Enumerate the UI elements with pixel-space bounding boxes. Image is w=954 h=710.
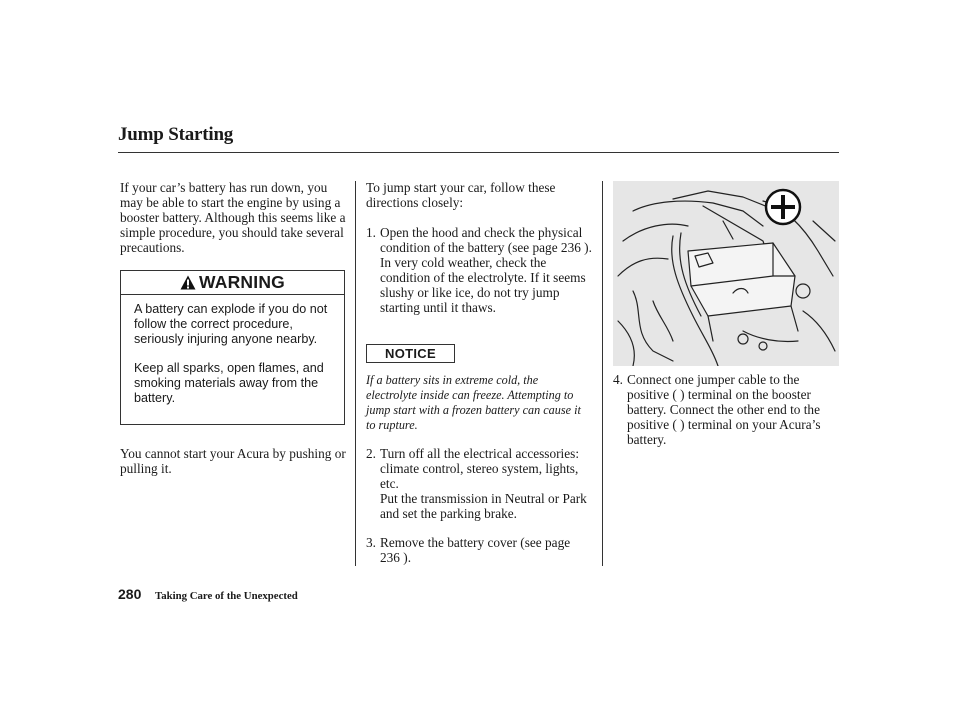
warning-box <box>120 270 345 425</box>
warning-body <box>121 295 344 406</box>
step-3 <box>366 536 592 566</box>
step-4 <box>613 373 839 448</box>
step-number: 4. <box>613 372 623 387</box>
notice-label: NOTICE <box>385 346 436 361</box>
title-rule <box>118 152 839 153</box>
warning-triangle-icon <box>180 275 196 290</box>
push-start-note-text: You cannot start your Acura by pushing or pulling it. <box>120 446 346 476</box>
step-2 <box>366 447 592 522</box>
section-footer: Taking Care of the Unexpected <box>155 590 298 602</box>
step-text: Turn off all the electrical accessories: climate control, stereo system, lights, etc. <box>380 446 580 491</box>
battery-illustration <box>613 181 839 366</box>
warning-paragraph: A battery can explode if you do not follow the correct procedure, seriously injuring anyone nearby. <box>134 302 328 346</box>
warning-paragraph: Keep all sparks, open flames, and smoking materials away from the battery. <box>134 361 324 405</box>
battery-engine-drawing <box>613 181 839 366</box>
step-number: 1. <box>366 225 376 240</box>
step-1 <box>366 226 592 315</box>
step-number: 3. <box>366 535 376 550</box>
plus-terminal-icon <box>766 190 800 224</box>
column-divider-2 <box>602 181 603 566</box>
step-text: Put the transmission in Neutral or Park and set the parking brake. <box>380 490 587 521</box>
step-text: Connect one jumper cable to the positive ( ) terminal on the booster battery. Connect the other end to the positive ( ) terminal on your Acura’s battery. <box>627 372 821 447</box>
page-number: 280 <box>118 586 142 602</box>
directions-intro <box>366 181 592 211</box>
notice-box <box>366 344 455 363</box>
intro-paragraph <box>120 181 346 256</box>
directions-intro-text: To jump start your car, follow these directions closely: <box>366 180 556 210</box>
step-text: Remove the battery cover (see page 236 ). <box>380 535 571 565</box>
warning-header <box>121 271 344 295</box>
step-text: Open the hood and check the physical condition of the battery (see page 236 ). In very cold weather, check the condition of the electrolyte. If it seems slushy or like ice, do not try jump starting until it thaws. <box>380 225 592 315</box>
warning-label: WARNING <box>199 272 285 292</box>
page-title: Jump Starting <box>118 124 234 145</box>
push-start-note <box>120 447 346 477</box>
column-divider-1 <box>355 181 356 566</box>
notice-text: If a battery sits in extreme cold, the electrolyte inside can freeze. Attempting to jump start with a frozen battery can cause it to rupture. <box>366 373 581 432</box>
intro-text: If your car’s battery has run down, you may be able to start the engine by using a booster battery. Although this seems like a simple procedure, you should take several precautions. <box>120 180 346 255</box>
step-number: 2. <box>366 446 376 461</box>
